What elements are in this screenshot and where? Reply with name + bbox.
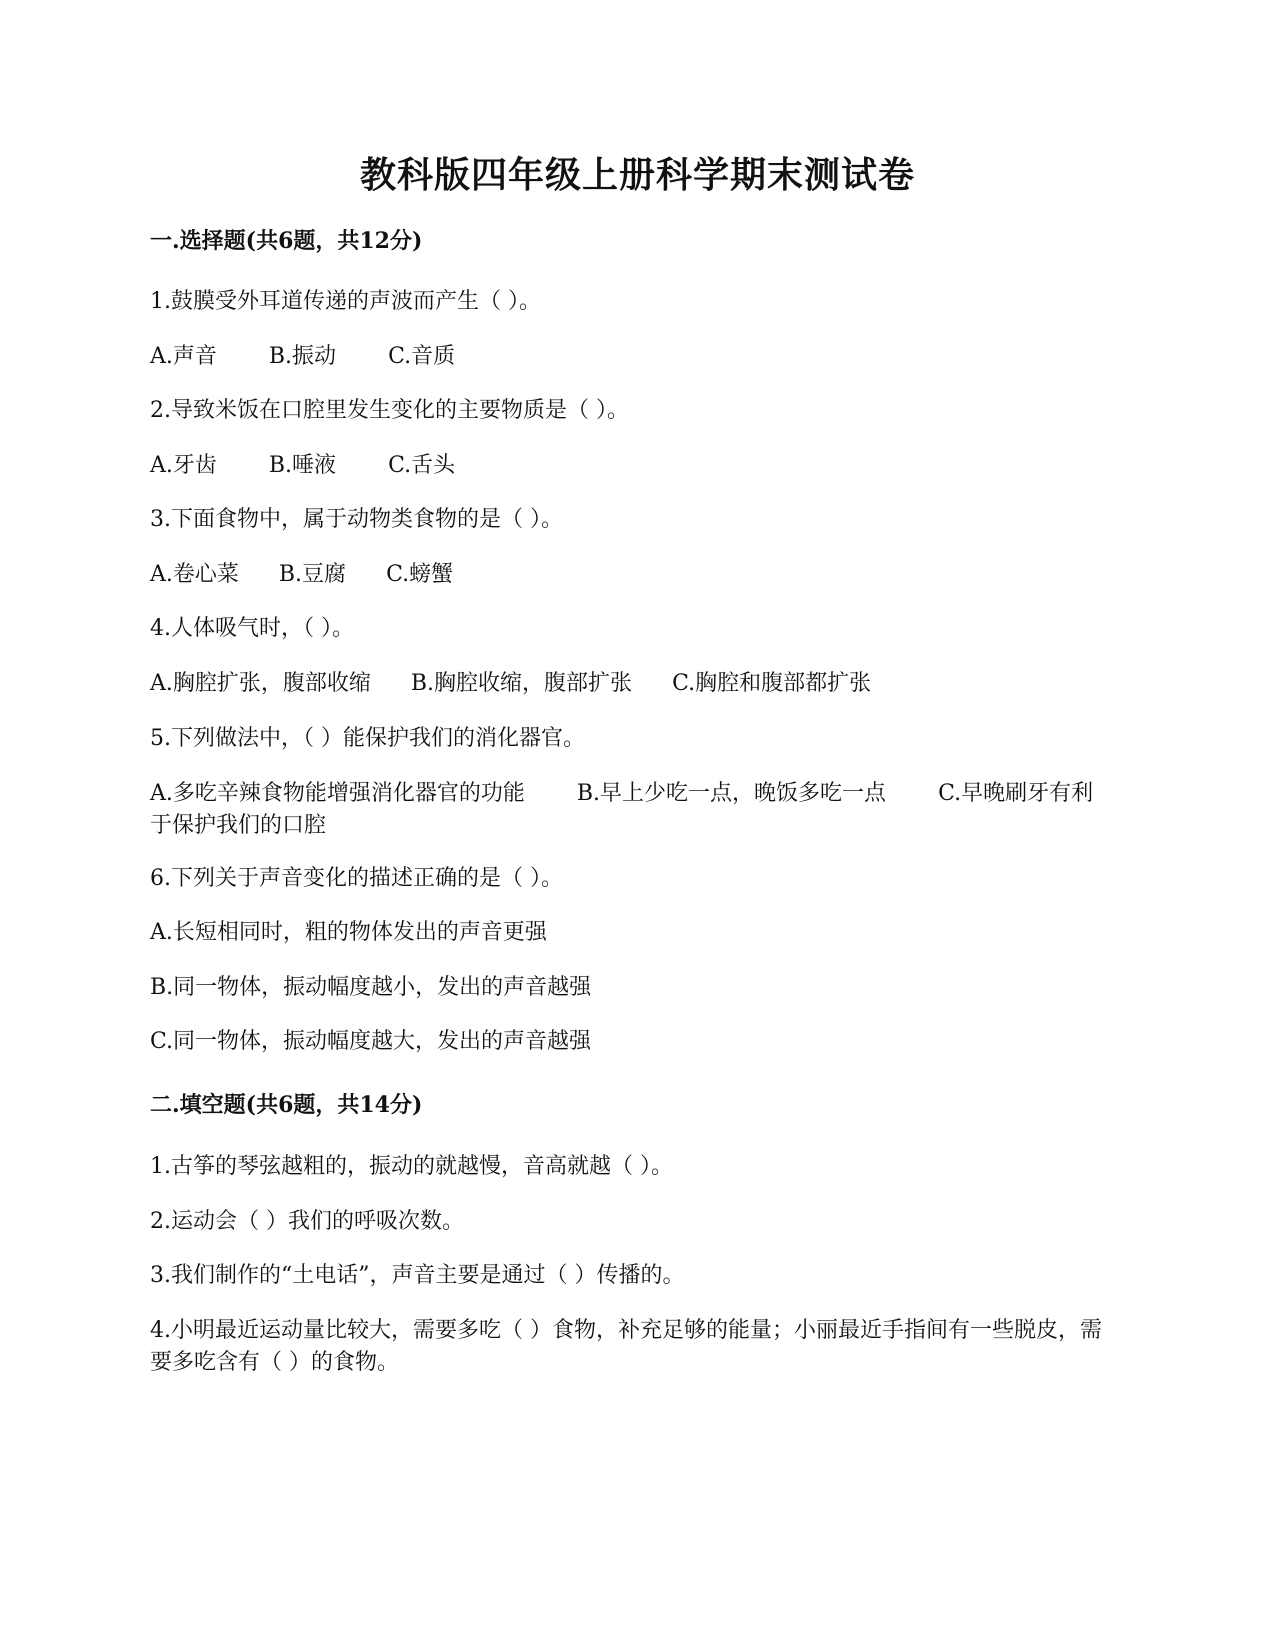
question-text: 6.下列关于声音变化的描述正确的是（ ）。 (150, 866, 563, 891)
page-title: 教科版四年级上册科学期末测试卷 (359, 154, 915, 196)
option-a: A.胸腔扩张，腹部收缩 (150, 671, 371, 696)
option-b: B.振动 (268, 344, 337, 369)
option-b: B.豆腐 (278, 562, 347, 587)
option-a: A.声音 (150, 344, 217, 369)
section-heading-fill: 二.填空题(共6题，共14分) (150, 1092, 423, 1118)
option-b: B.同一物体，振动幅度越小，发出的声音越强 (150, 975, 592, 1000)
question-text: 3.下面食物中，属于动物类食物的是（ ）。 (150, 507, 563, 532)
question-options (150, 778, 1110, 842)
option-a: A.长短相同时，粗的物体发出的声音更强 (150, 920, 547, 945)
fill-question: 1.古筝的琴弦越粗的，振动的就越慢，音高就越（ ）。 (150, 1154, 673, 1179)
fill-question: 2.运动会（ ）我们的呼吸次数。 (150, 1209, 464, 1234)
option-c: C.同一物体，振动幅度越大，发出的声音越强 (150, 1029, 592, 1054)
option-b: B.胸腔收缩，腹部扩张 (410, 671, 633, 696)
option-a: A.卷心菜 (150, 562, 239, 587)
fill-question: 3.我们制作的“土电话”，声音主要是通过（ ）传播的。 (150, 1263, 685, 1288)
option-c: C.胸腔和腹部都扩张 (672, 671, 872, 696)
section-heading-choice: 一.选择题(共6题，共12分) (150, 228, 423, 254)
question-text: 1.鼓膜受外耳道传递的声波而产生（ ）。 (150, 289, 541, 314)
question-options (150, 450, 455, 482)
option-b: B.早上少吃一点，晚饭多吃一点 (576, 781, 887, 806)
fill-question: 4.小明最近运动量比较大，需要多吃（ ）食物，补充足够的能量；小丽最近手指间有一些脱皮，需要多吃含有（ ）的食物。 (150, 1318, 1102, 1375)
question-options (150, 341, 455, 373)
option-c: C.音质 (388, 344, 456, 369)
option-b: B.唾液 (268, 453, 337, 478)
question-text: 5.下列做法中，（ ）能保护我们的消化器官。 (150, 726, 585, 751)
option-c: C.螃蟹 (386, 562, 454, 587)
option-c: C.舌头 (388, 453, 456, 478)
question-text: 2.导致米饭在口腔里发生变化的主要物质是（ ）。 (150, 398, 629, 423)
question-options (150, 559, 453, 591)
option-a: A.牙齿 (150, 453, 217, 478)
option-c: C.早晚刷牙有利于保护我们的口腔 (150, 781, 1094, 838)
question-text: 4.人体吸气时，（ ）。 (150, 616, 354, 641)
question-options (150, 668, 871, 700)
option-a: A.多吃辛辣食物能增强消化器官的功能 (150, 781, 525, 806)
